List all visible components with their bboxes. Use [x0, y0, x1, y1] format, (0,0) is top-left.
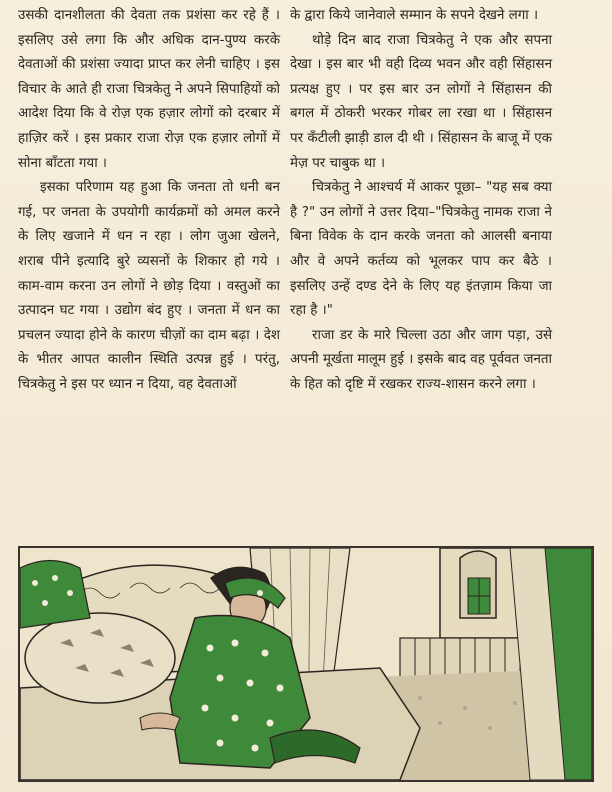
right-paragraph-1: के द्वारा किये जानेवाले सम्मान के सपने देखने लगा । [290, 8, 539, 23]
left-paragraph-1: उसकी दानशीलता की देवता तक प्रशंसा कर रहे हैं । इसलिए उसे लगा कि और अधिक दान-पुण्य करके देवताओं की प्रशंसा ज्यादा प्राप्त कर लेनी चाहिए । इस विचार के आते ही राजा चित्रकेतु ने अपने सिपाहियों को आदेश दिया कि वे रोज़ एक हज़ार लोगों को दरबार में हाज़िर करें । इस प्रकार राजा रोज़ एक हज़ार लोगों में सोना बाँटता गया । [18, 8, 280, 171]
right-paragraph-3: चित्रकेतु ने आश्चर्य में आकर पूछा– "यह सब क्या है ?" उन लोगों ने उत्तर दिया–"चित्रकेतु नामक राजा ने बिना विवेक के दान करके जनता को आलसी बनाया और वे अपने कर्तव्य को भूलकर पाप कर बैठे । इसलिए उन्हें दण्ड देने के लिए यह इंतज़ाम किया जा रहा है ।" [290, 180, 552, 319]
sleeping-queen-icon [20, 561, 90, 629]
pillow-icon [25, 613, 175, 703]
left-text-column [18, 4, 280, 398]
king-hand-icon [140, 713, 180, 730]
right-paragraph-2: थोड़े दिन बाद राजा चित्रकेतु ने एक और सपना देखा । इस बार भी वही दिव्य भवन और वही सिंहासन प्रत्यक्ष हुए । पर इस बार उन लोगों ने सिंहासन की बगल में ठोकरी भरकर गोबर ला रखा था । सिंहासन पर कँटीली झाड़ी डाल दी थी । सिंहासन के बाजू में एक मेज़ पर चाबुक था । [290, 32, 552, 171]
right-text-column [290, 4, 552, 398]
king-waking-illustration [20, 548, 592, 780]
left-paragraph-2: इसका परिणाम यह हुआ कि जनता तो धनी बन गई, पर जनता के उपयोगी कार्यक्रमों को अमल करने के लिए खजाने में धन न रहा । लोग जुआ खेलने, शराब पीने इत्यादि बुरे व्यसनों के शिकार हो गये । काम-वाम करना उन लोगों ने छोड़ दिया । वस्तुओं का उत्पादन घट गया । उद्योग बंद हुए । जनता में धन का प्रचलन ज्यादा होने के कारण चीज़ों का दाम बढ़ा । देश के भीतर आपत कालीन स्थिति उत्पन्न हुई । परंतु, चित्रकेतु ने इस पर ध्यान न दिया, वह देवताओं [18, 180, 280, 392]
right-paragraph-4: राजा डर के मारे चिल्ला उठा और जाग पड़ा, उसे अपनी मूर्खता मालूम हुई । इसके बाद वह पूर्ववत जनता के हित को दृष्टि में रखकर राज्य-शासन करने लगा । [290, 327, 552, 392]
story-illustration [18, 546, 594, 782]
